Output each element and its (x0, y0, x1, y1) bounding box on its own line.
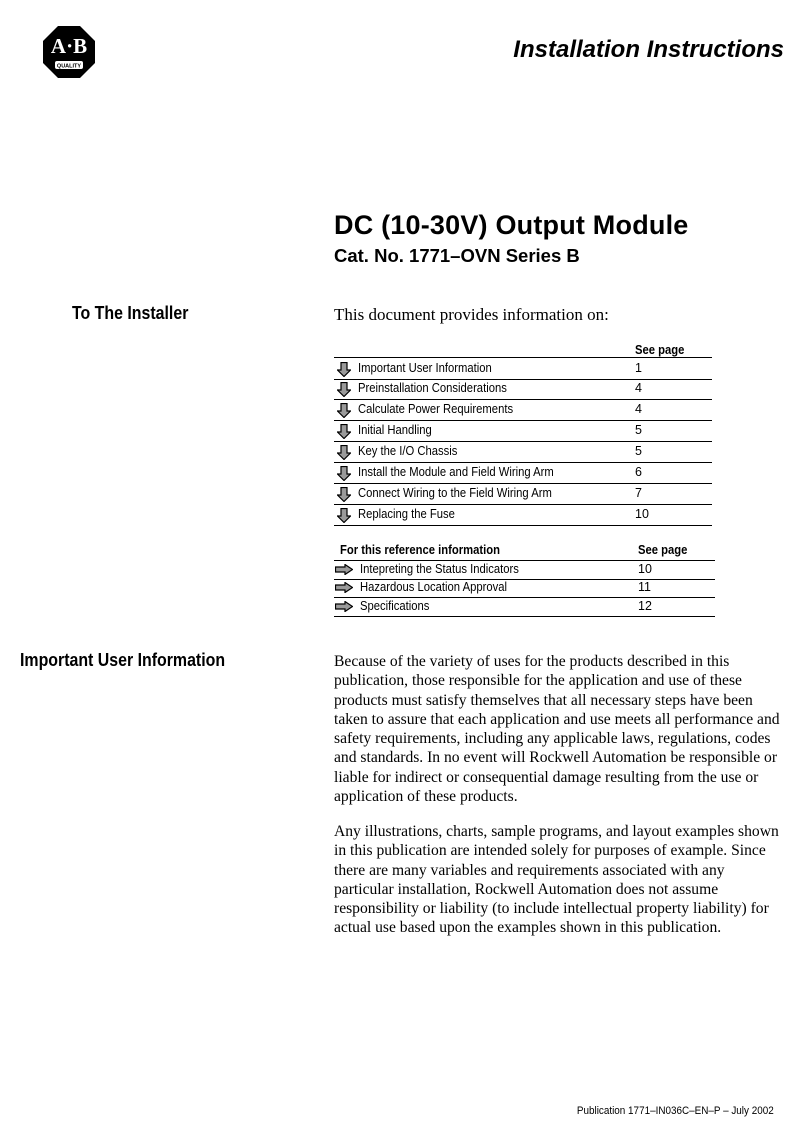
task-label: Install the Module and Field Wiring Arm (358, 465, 554, 479)
reference-page-number: 11 (638, 580, 651, 594)
reference-page-number: 10 (638, 562, 652, 576)
logo-text: A·B (50, 34, 88, 58)
right-arrow-icon (335, 601, 353, 615)
task-label: Connect Wiring to the Field Wiring Arm (358, 486, 552, 500)
task-table-row (334, 504, 712, 526)
down-arrow-icon (337, 382, 351, 400)
down-arrow-icon (337, 466, 351, 484)
see-page-header: See page (635, 343, 685, 357)
task-table-row (334, 441, 712, 463)
task-label: Replacing the Fuse (358, 507, 455, 521)
task-page-number: 6 (635, 465, 642, 479)
task-table (334, 340, 712, 530)
reference-see-page-header: See page (638, 543, 688, 557)
reference-label: Specifications (360, 599, 430, 613)
reference-label: Hazardous Location Approval (360, 580, 507, 594)
task-page-number: 5 (635, 444, 642, 458)
task-page-number: 4 (635, 381, 642, 395)
reference-table-row (334, 560, 715, 580)
header-title: Installation Instructions (513, 36, 784, 63)
task-table-row (334, 483, 712, 505)
task-page-number: 7 (635, 486, 642, 500)
task-label: Initial Handling (358, 423, 432, 437)
task-page-number: 5 (635, 423, 642, 437)
down-arrow-icon (337, 424, 351, 442)
paragraph-liability: Because of the variety of uses for the products described in this publication, those responsible for the application and use of these products must satisfy themselves that all necessary steps have been taken to assure that each application and use meets all performance and safety requirements, including any applicable laws, regulations, codes and standards. In no event will Rockwell Automation be responsible or liable for indirect or consequential damage resulting from the use or application of these products. (334, 653, 780, 806)
document-subtitle: Cat. No. 1771–OVN Series B (334, 245, 580, 266)
reference-table (334, 541, 715, 621)
publication-footer: Publication 1771–IN036C–EN–P – July 2002 (577, 1105, 774, 1117)
task-table-row (334, 399, 712, 421)
down-arrow-icon (337, 403, 351, 421)
paragraph-examples: Any illustrations, charts, sample programs, and layout examples shown in this publication are intended solely for purposes of example. Since there are many variables and requirements associated with any particular installation, Rockwell Automation does not assume responsibility or liability (to include intellectual property liability) for actual use based upon the examples shown in this publication. (334, 823, 779, 937)
task-table-row (334, 378, 712, 400)
task-page-number: 1 (635, 361, 642, 375)
allen-bradley-logo (42, 25, 96, 79)
reference-label-header: For this reference information (340, 543, 501, 557)
intro-text: This document provides information on: (334, 305, 609, 324)
reference-label: Intepreting the Status Indicators (360, 562, 519, 576)
down-arrow-icon (337, 508, 351, 526)
down-arrow-icon (337, 445, 351, 463)
logo-tagline: QUALITY (56, 63, 82, 70)
right-arrow-icon (335, 582, 353, 596)
user-info-heading: Important User Information (20, 649, 226, 670)
task-page-number: 10 (635, 507, 649, 521)
task-label: Important User Information (358, 361, 492, 375)
task-label: Calculate Power Requirements (358, 402, 514, 416)
installer-heading: To The Installer (72, 302, 189, 323)
down-arrow-icon (337, 487, 351, 505)
document-title: DC (10-30V) Output Module (334, 210, 689, 240)
task-table-row (334, 462, 712, 484)
task-page-number: 4 (635, 402, 642, 416)
task-table-row (334, 357, 712, 380)
reference-table-row (334, 579, 715, 598)
reference-table-row (334, 598, 715, 617)
task-label: Preinstallation Considerations (358, 381, 507, 395)
task-label: Key the I/O Chassis (358, 444, 458, 458)
right-arrow-icon (335, 564, 353, 578)
task-table-row (334, 420, 712, 442)
reference-page-number: 12 (638, 599, 652, 613)
